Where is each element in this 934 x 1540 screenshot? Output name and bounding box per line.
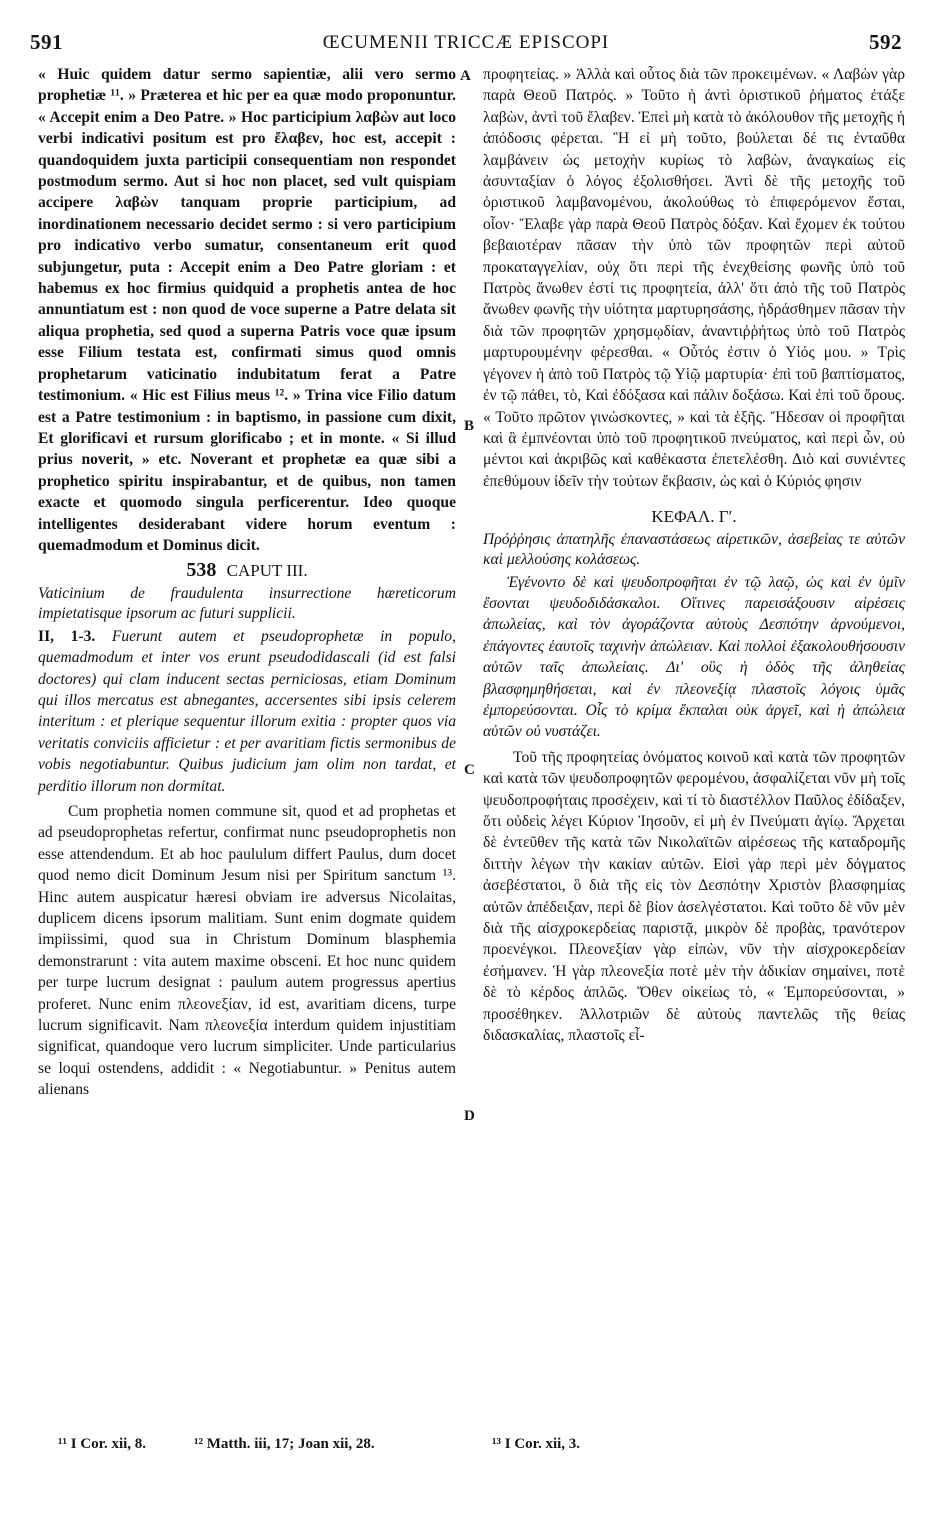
margin-marker-b: B bbox=[464, 418, 475, 434]
latin-scripture-text: Fuerunt autem et pseudoprophetæ in populo, quemadmodum et inter vos erunt pseudodidascali (id est falsi doctores) qui clam inducent sectas perniciosas, etiam Dominum qui illos mercatus est abnegantes, accersentes sibi ipsis celerem interitum : et plerique sequentur illorum exitia : propter quos via veritatis conviciis afficietur : et per avaritiam fictis sermonibus de vobis negotiabuntur. Quibus judicium jam olim non tardat, et perditio illorum non dormitat. bbox=[38, 627, 456, 795]
greek-scripture-passage: Ἐγένοντο δὲ καὶ ψευδοπροφῆται ἐν τῷ λαῷ, ὡς καὶ ἐν ὑμῖν ἔσονται ψευδοδιδάσκαλοι. Οἵτινες παρεισάξουσιν αἱρέσεις ἀπωλείας, καὶ τὸν ἀγοράζοντα αὐτοὺς Δεσπότην ἀρνούμενοι, ἐπάγοντες ἑαυτοῖς ταχινὴν ἀπώλειαν. Καὶ πολλοὶ ἐξακολουθήσουσιν αὐτῶν ταῖς ἀπωλείαις. Δι' οὓς ἡ ὁδὸς τῆς ἀληθείας βλασφημηθήσεται, καὶ ἐν πλεονεξίᾳ πλαστοῖς λόγοις ὑμᾶς ἐμπορεύσονται. Οἷς τὸ κρίμα ἔκπαλαι οὐκ ἀργεῖ, καὶ ἡ ἀπώλεια αὐτῶν οὐ νυστάζει. bbox=[483, 573, 905, 741]
margin-marker-c: C bbox=[464, 762, 475, 778]
footnote-13: ¹³ I Cor. xii, 3. bbox=[492, 1436, 581, 1452]
latin-chapter-summary: Vaticinium de fraudulenta insurrectione hæreticorum impietatisque ipsorum ac futuri supplicii. bbox=[38, 584, 456, 622]
page-number-right: 592 bbox=[869, 30, 902, 54]
footnote-12: ¹² Matth. iii, 17; Joan xii, 28. bbox=[194, 1436, 375, 1452]
page-number-left: 591 bbox=[30, 30, 63, 54]
margin-marker-a: A bbox=[460, 68, 471, 84]
right-column-greek bbox=[483, 64, 905, 1046]
greek-chapter-title: ΚΕΦΑΛ. Γʹ. bbox=[651, 507, 737, 527]
footnote-11: ¹¹ I Cor. xii, 8. bbox=[58, 1436, 147, 1452]
greek-paragraph-2: Τοῦ τῆς προφητείας ὀνόματος κοινοῦ καὶ κατὰ τῶν προφητῶν καὶ κατὰ τῶν ψευδοπροφητῶν φερομένου, ἀσφαλίζεται νῦν μὴ τοῖς ψευδοπροφήταις προσέχειν, καὶ τί τὸ διαστέλλον Παῦλος ἐδίδαξεν, ὅτι οὐδεὶς λέγει Κύριον Ἰησοῦν, εἰ μὴ ἐν Πνεύματι ἁγίῳ. Ἄρχεται δὲ ἐντεῦθεν τῆς κατὰ τῶν Νικολαϊτῶν αἱρέσεως τῆς καταδρομῆς διττὴν λέγων τὴν κακίαν αὐτῶν. Εἰσὶ γὰρ περὶ μὲν δόγματος ἀσεβέστατοι, ὃ διὰ τῆς εἰς τὸν Δεσπότην Χριστὸν βλασφημίας αὐτῶν ἀπέδειξαν, περὶ δὲ βίον ἀσελγέστατοι. Καὶ τοῦτο δὲ νῦν μὲν διὰ τῆς αἰσχροκερδείας παριστᾷ, μικρὸν δὲ προβὰς, τρανότερον προενέγκοι. Πλεονεξίαν γὰρ εἰπὼν, νῦν τὴν αἰσχροκερδείαν ἐσήμανεν. Ἡ γὰρ πλεονεξία ποτὲ μὲν τὴν ἀδικίαν σημαίνει, ποτὲ δὲ τὸ κέρδος ἁπλῶς. Ὅθεν οἰκείως τὸ, « Ἐμπορεύσονται, » προσέθηκεν. Ἀλλοτριῶν δὲ αὐτοὺς παντελῶς τῆς θείας διδασκαλίας, πλαστοῖς εἶ- bbox=[483, 748, 905, 1045]
latin-chapter-title: CAPUT III. bbox=[226, 561, 308, 581]
latin-paragraph-2: Cum prophetia nomen commune sit, quod et ad prophetas et ad pseudoprophetas refertur, confirmat nunc pseudoprophetis non esse attendendum. Et ab hoc paululum differt Paulus, dum docet quod nemo dicit Dominum Jesum nisi per Spiritum sanctum ¹³. Hinc autem auspicatur hæresi obviam ire adversus Nicolaitas, duplicem dicens ipsorum malitiam. Sunt enim dogmate quidem impiissimi, quod sua in Christum Dominum blasphemia demonstrarunt : vita autem maxime obsceni. Et hoc nunc quidem per turpe lucrum designat : paulum autem progressus apertius proferet. Nunc enim πλεονεξίαν, id est, avaritiam dicens, turpe lucrum significavit. Nam πλεονεξία interdum quidem injustitiam significat, quandoque vero lucrum simpliciter. Unde particularius se loqui ostendens, addidit : « Negotiabuntur. » Penitus autem alienans bbox=[38, 803, 456, 1099]
latin-scripture-passage bbox=[38, 626, 456, 797]
greek-chapter-heading bbox=[483, 506, 905, 527]
greek-chapter-summary: Πρόῤῥησις ἀπατηλῆς ἐπαναστάσεως αἱρετικῶν, ἀσεβείας τε αὐτῶν καὶ μελλούσης κολάσεως. bbox=[483, 530, 905, 568]
latin-paragraph-1: « Huic quidem datur sermo sapientiæ, alii vero sermo prophetiæ ¹¹. » Præterea et hic per ea quæ modo proponuntur. « Accepit enim a Deo Patre. » Hoc participium λαβὼν aut loco verbi indicativi positum est pro ἔλαβεν, hoc est, accepit : quandoquidem juxta participii consequentiam non respondet postmodum sermo. Aut si hoc non placet, sed vult quispiam accipere λαβὼν tanquam proprie participium, ad inordinationem necessario decidet sermo : si vero participium pro indicativo verbo sumatur, consentaneum erit quod subjungetur, puta : Accepit enim a Deo Patre gloriam : et habemus ex hoc firmius quidquid a prophetis antea de hoc annuntiatum est : non quod de voce superne a Patre delata sit aliqua prophetia, sed quod a superna Patris voce quæ ipsum esse Filium testata est, confirmati simus quod omnis prophetarum vaticinatio indubitatum ferat a Patre testimonium. « Hic est Filius meus ¹². » Trina vice Filio datum est a Patre testimonium : in baptismo, in passione cum dixit, Et glorificavi et rursum glorificabo ; et in monte. « Si illud prius noverit, » etc. Noverant et prophetæ ea quæ sibi a prophetico spiritu inspirabantur, et de quibus, non tamen exacte et quomodo singula perficerentur. Ideo quoque intelligentes desiderabant videre horum eventum : quemadmodum et Dominus dicit. bbox=[38, 66, 456, 554]
scripture-reference: II, 1-3. bbox=[38, 627, 96, 645]
latin-chapter-heading bbox=[38, 560, 456, 581]
running-title: ŒCUMENII TRICCÆ EPISCOPI bbox=[322, 32, 610, 53]
column-number: 538 bbox=[186, 559, 217, 582]
margin-marker-d: D bbox=[464, 1108, 475, 1124]
left-column-latin bbox=[38, 64, 456, 1101]
page-header bbox=[30, 30, 902, 64]
greek-paragraph-1: προφητείας. » Ἀλλὰ καὶ οὗτος διὰ τῶν προκειμένων. « Λαβὼν γὰρ παρὰ Θεοῦ Πατρός. » Τοῦτο ἡ ἀντὶ ὁριστικοῦ ῥήματος ἐτάξε λαβὼν, ἀντὶ τοῦ ἔλαβεν. Ἐπεὶ μὴ κατὰ τὸ ἀκόλουθον τῆς μετοχῆς ἡ ἀπόδοσις φέρεται. Ἢ εἰ μὴ τοῦτο, βούλεται δέ τις ἐνταῦθα λαμβάνειν ὡς μετοχὴν κυρίως τὸ λαβὼν, ἀναγκαίως εἰς ἀσυνταξίαν ὁ λόγος ἐξολισθήσει. Ἀντὶ δὲ τῆς μετοχῆς τοῦ ὁριστικοῦ λαμβανομένου, ἀκολούθως τὸ ἐπιφερόμενον ἔσται, οἷον· Ἔλαβε γὰρ παρὰ Θεοῦ Πατρὸς δόξαν. Καὶ ἔχομεν ἐκ τούτου βεβαιοτέραν πᾶσαν τὴν ὑπὸ τῶν προφητῶν περὶ αὐτοῦ προκαταγγελίαν, οὐχ ὅτι περὶ τῆς ἐνεχθείσης φωνῆς ὑπὸ τοῦ Πατρὸς ἄνωθεν ἐστί τις προφητεία, ἀλλ' ὅτι ἀπὸ τῆς τοῦ Πατρὸς ἄνωθεν φωνῆς τὴν υἱότητα μαρτυρησάσης, ἠδράσθημεν πᾶσαν τὴν διὰ τῶν προφητῶν χρησμῳδίαν, ἀναντιῤῥήτως ὑπὸ τοῦ Πατρὸς μαρτυρουμένην φέρεσθαι. « Οὗτός ἐστιν ὁ Υἱός μου. » Τρὶς γέγονεν ἡ ἀπὸ τοῦ Πατρὸς τῷ Υἱῷ μαρτυρία· ἐπὶ τοῦ βαπτίσματος, ἐν τῷ πάθει, τὸ, Καὶ ἐδόξασα καὶ πάλιν δοξάσω. Καὶ ἐπὶ τοῦ ὄρους. « Τοῦτο πρῶτον γινώσκοντες, » καὶ τὰ ἑξῆς. Ἤδεσαν οἱ προφῆται καὶ ἃ ἐμπνέονται ὑπὸ τοῦ προφητικοῦ πνεύματος, καὶ περὶ ὧν, οὐ μέντοι καὶ ἀκριβῶς καὶ καθέκαστα ἐπετελέσθη. Διὸ καὶ συνιέντες ἐπεθύμουν ἰδεῖν τὴν τούτων ἔκβασιν, ὡς καὶ ὁ Κύριός φησιν bbox=[483, 66, 905, 490]
